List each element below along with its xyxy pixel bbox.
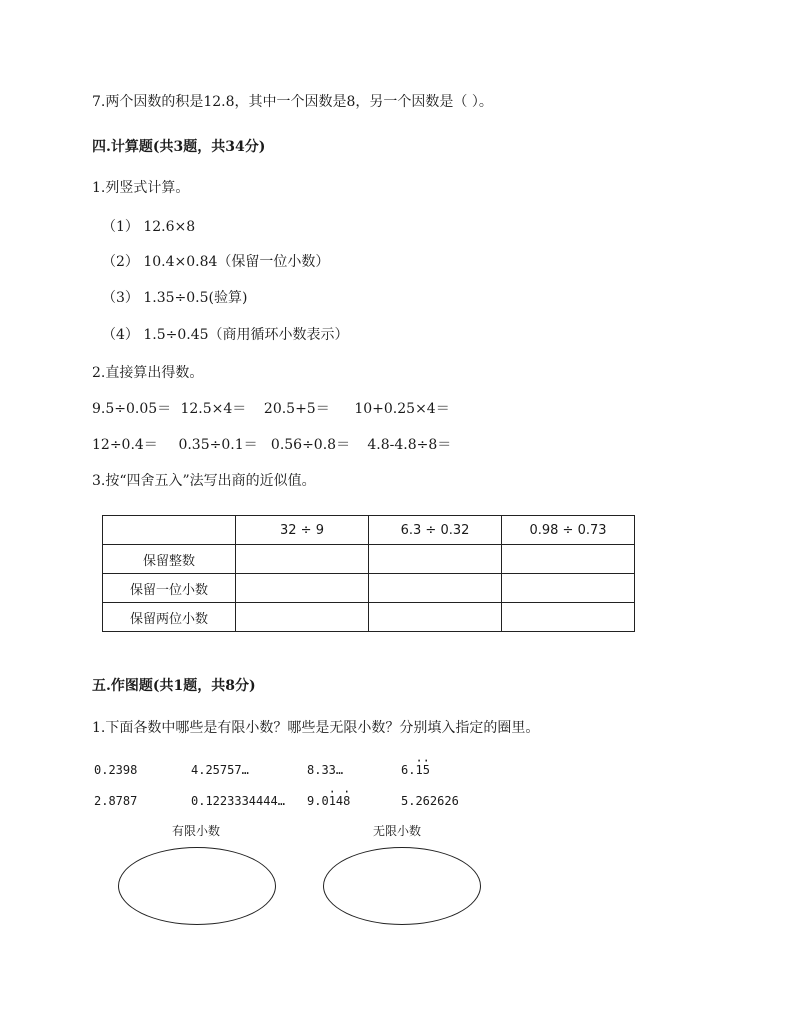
number-item-repeating	[401, 760, 430, 780]
calc-item: 12.5×4＝	[180, 401, 247, 417]
calc-q2-row-2	[92, 435, 451, 455]
calc-item: 9.5÷0.05＝	[92, 401, 172, 417]
number-prefix: 6.	[401, 763, 416, 777]
number-item-repeating	[307, 791, 350, 811]
row-label: 保留两位小数	[103, 603, 236, 632]
answer-cell[interactable]	[502, 574, 635, 603]
calc-item: 12÷0.4＝	[92, 437, 158, 453]
number-item: 8.33…	[307, 763, 344, 777]
number-item: 4.25757…	[191, 763, 249, 777]
digit: 4	[335, 794, 344, 808]
table-header-row	[103, 516, 635, 545]
answer-cell[interactable]	[502, 603, 635, 632]
calc-q2-title: 2.直接算出得数。	[92, 365, 204, 381]
question-7: 7.两个因数的积是12.8，其中一个因数是8，另一个因数是（ ）。	[92, 94, 493, 110]
table-row	[103, 603, 635, 632]
calc-item: 0.35÷0.1＝	[178, 437, 258, 453]
finite-decimal-circle[interactable]	[118, 847, 276, 925]
calc-q1-item-2: （2） 10.4×0.84（保留一位小数）	[102, 254, 330, 270]
table-header-cell: 0.98 ÷ 0.73	[502, 516, 635, 545]
calc-item: 0.56÷0.8＝	[270, 437, 351, 453]
answer-cell[interactable]	[369, 574, 502, 603]
repeating-digit: · 5	[423, 760, 430, 780]
repeating-digit: · 8	[343, 791, 350, 811]
calc-item: 20.5+5＝	[263, 401, 330, 417]
number-item: 0.2398	[94, 763, 138, 777]
repeating-digit: · 1	[415, 760, 422, 780]
section-4-heading: 四.计算题(共3题，共34分)	[92, 139, 266, 155]
number-item: 5.262626	[401, 794, 459, 808]
section-5-heading: 五.作图题(共1题，共8分)	[92, 678, 256, 694]
calc-q1-item-4: （4） 1.5÷0.45（商用循环小数表示）	[102, 327, 349, 343]
approximation-table	[102, 515, 635, 632]
infinite-decimal-label: 无限小数	[373, 824, 422, 838]
calc-item: 4.8-4.8÷8＝	[367, 437, 452, 453]
answer-cell[interactable]	[502, 545, 635, 574]
table-header-cell: 32 ÷ 9	[236, 516, 369, 545]
number-item: 2.8787	[94, 794, 138, 808]
row-label: 保留整数	[103, 545, 236, 574]
number-item: 0.1223334444…	[191, 794, 285, 808]
number-prefix: 9.0	[307, 794, 329, 808]
answer-cell[interactable]	[369, 545, 502, 574]
finite-decimal-label: 有限小数	[172, 824, 221, 838]
calc-item: 10+0.25×4＝	[354, 401, 450, 417]
drawing-q1-title: 1.下面各数中哪些是有限小数？哪些是无限小数？分别填入指定的圈里。	[92, 720, 540, 736]
answer-cell[interactable]	[369, 603, 502, 632]
calc-q1-title: 1.列竖式计算。	[92, 180, 190, 196]
calc-q1-item-1: （1） 12.6×8	[102, 219, 196, 235]
calc-q2-row-1	[92, 399, 450, 419]
answer-cell[interactable]	[236, 574, 369, 603]
repeating-digit: · 1	[329, 791, 336, 811]
calc-q1-item-3: （3） 1.35÷0.5(验算)	[102, 290, 248, 306]
row-label: 保留一位小数	[103, 574, 236, 603]
table-header-cell	[103, 516, 236, 545]
infinite-decimal-circle[interactable]	[323, 847, 481, 925]
answer-cell[interactable]	[236, 545, 369, 574]
table-header-cell: 6.3 ÷ 0.32	[369, 516, 502, 545]
answer-cell[interactable]	[236, 603, 369, 632]
calc-q3-title: 3.按“四舍五入”法写出商的近似值。	[92, 473, 316, 489]
table-row	[103, 545, 635, 574]
table-row	[103, 574, 635, 603]
